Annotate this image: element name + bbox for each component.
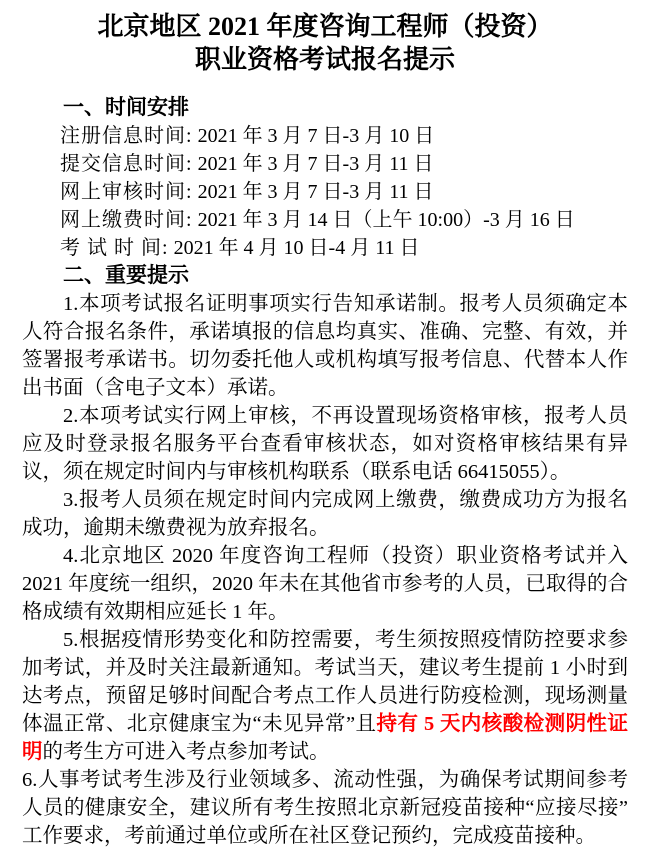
schedule-row-online-payment <box>22 206 628 234</box>
paragraph-text: 3.报考人员须在规定时间内完成网上缴费，缴费成功方为报名成功，逾期未缴费视为放弃报名。 <box>22 489 628 539</box>
schedule-value: 2021 年 3 月 7 日-3 月 10 日 <box>197 125 435 147</box>
schedule-value: 2021 年 3 月 7 日-3 月 11 日 <box>197 181 434 203</box>
document-title-line-2: 职业资格考试报名提示 <box>194 45 455 74</box>
notice-paragraph-4 <box>22 542 628 626</box>
paragraph-text: 2.本项考试实行网上审核，不再设置现场资格审核，报考人员应及时登录报名服务平台查看审核状态，如对资格审核结果有异议，须在规定时间内与审核机构联系（联系电话 66415055）。 <box>22 405 628 483</box>
schedule-row-exam-date <box>22 234 628 262</box>
notice-paragraph-6 <box>22 766 628 850</box>
schedule-row-registration <box>22 122 628 150</box>
paragraph-text: 1.本项考试报名证明事项实行告知承诺制。报考人员须确定本人符合报名条件，承诺填报的信息均真实、准确、完整、有效，并签署报考承诺书。切勿委托他人或机构填写报考信息、代替本人作出书面（含电子文本）承诺。 <box>22 293 628 399</box>
notice-paragraph-2 <box>22 402 628 486</box>
notice-paragraph-5 <box>22 626 628 766</box>
notice-paragraph-1 <box>22 290 628 402</box>
time-schedule-list <box>22 122 628 262</box>
paragraph-text: 4.北京地区 2020 年度咨询工程师（投资）职业资格考试并入 2021 年度统一组织，2020 年未在其他省市参考的人员，已取得的合格成绩有效期相应延长 1 年。 <box>22 545 628 623</box>
paragraph-text: 6.人事考试考生涉及行业领域多、流动性强，为确保考试期间参考人员的健康安全，建议所有考生按照北京新冠疫苗接种“应接尽接”工作要求，考前通过单位或所在社区登记预约，完成疫苗接种。 <box>22 769 628 847</box>
paragraph-text: 的考生方可进入考点参加考试。 <box>42 741 330 763</box>
schedule-value: 2021 年 3 月 7 日-3 月 11 日 <box>197 153 434 175</box>
section-heading-important-notes: 二、重要提示 <box>63 264 189 287</box>
schedule-value: 2021 年 3 月 14 日（上午 10:00）-3 月 16 日 <box>197 209 575 231</box>
schedule-row-submission <box>22 150 628 178</box>
section-heading-time-schedule: 一、时间安排 <box>63 96 189 119</box>
document-title-line-1: 北京地区 2021 年度咨询工程师（投资） <box>97 12 553 41</box>
schedule-label: 提交信息时间: <box>60 153 193 175</box>
schedule-label: 网上审核时间: <box>60 181 193 203</box>
schedule-label: 注册信息时间: <box>60 125 193 147</box>
schedule-row-online-review <box>22 178 628 206</box>
schedule-value: 2021 年 4 月 10 日-4 月 11 日 <box>173 237 420 259</box>
schedule-label: 考 试 时 间: <box>60 237 169 259</box>
nucleic-acid-test-highlight: 持有 5 天内核酸检测阴性证明 <box>22 713 629 763</box>
paragraph-text: 5.根据疫情形势变化和防控需要，考生须按照疫情防控要求参加考试，并及时关注最新通知。考试当天，建议考生提前 1 小时到达考点，预留足够时间配合考点工作人员进行防疫检测，现场测量体温正常、北京健康宝为“未见异常”且 <box>22 629 628 735</box>
document-title <box>22 10 628 76</box>
important-notes-body <box>22 290 628 850</box>
notice-paragraph-3 <box>22 486 628 542</box>
schedule-label: 网上缴费时间: <box>60 209 193 231</box>
